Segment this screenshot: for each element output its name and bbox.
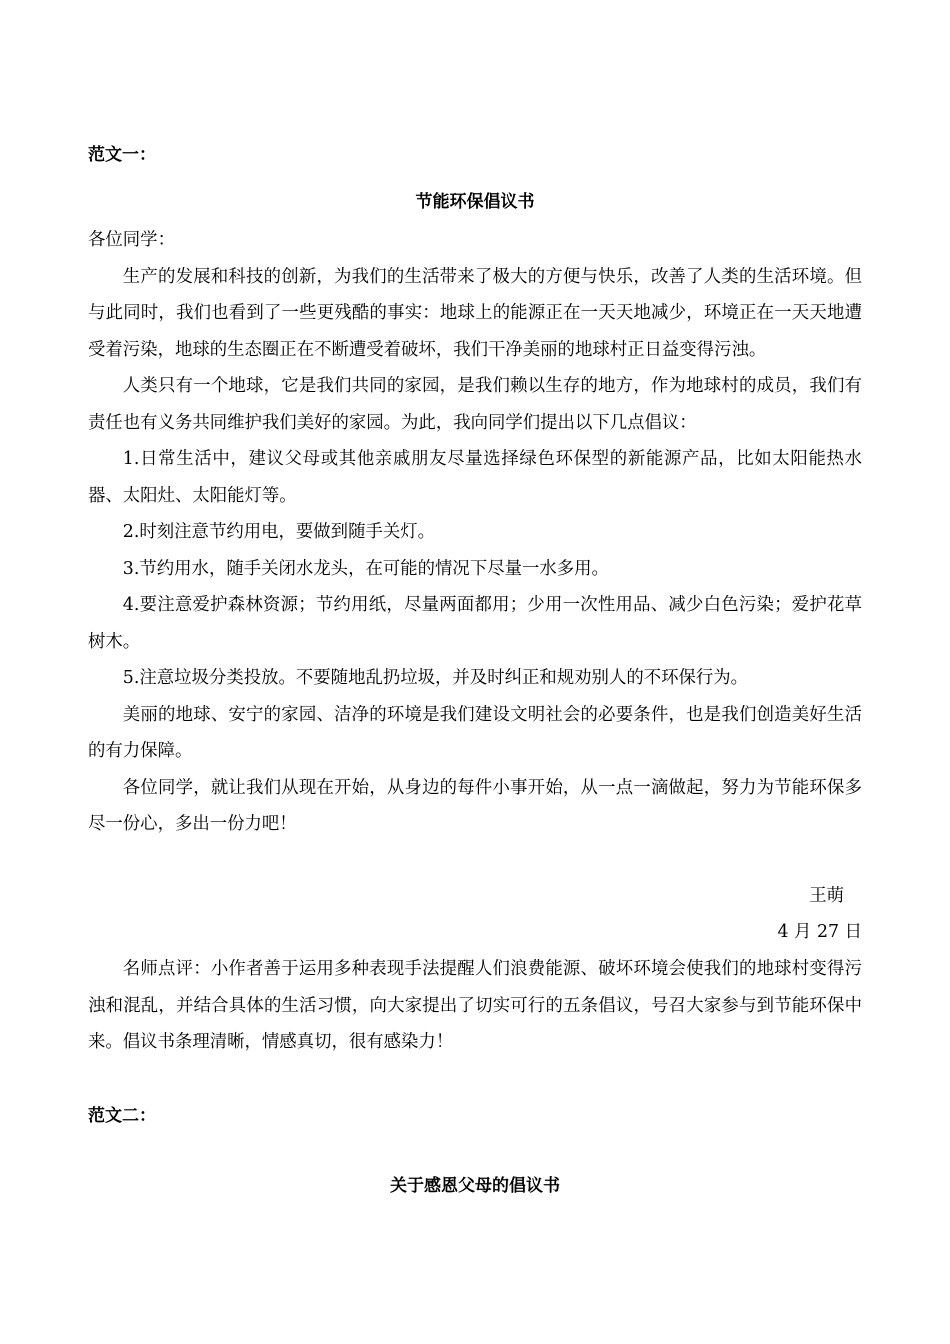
proposal-1: 1.日常生活中，建议父母或其他亲戚朋友尽量选择绿色环保型的新能源产品，比如太阳能热水器、太阳灶、太阳能灯等。 — [88, 449, 862, 506]
teacher-comment: 名师点评：小作者善于运用多种表现手法提醒人们浪费能源、破坏环境会使我们的地球村变得污浊和混乱，并结合具体的生活习惯，向大家提出了切实可行的五条倡议，号召大家参与到节能环保中来。倡议书条理清晰，情感真切，很有感染力！ — [88, 959, 862, 1052]
proposal-5: 5.注意垃圾分类投放。不要随地乱扔垃圾，并及时纠正和规劝别人的不环保行为。 — [122, 668, 749, 688]
essay1-body — [88, 222, 862, 843]
paragraph-conclusion: 美丽的地球、安宁的家园、洁净的环境是我们建设文明社会的必要条件，也是我们创造美好生活的有力保障。 — [88, 704, 862, 761]
paragraph-2: 人类只有一个地球，它是我们共同的家园，是我们赖以生存的地方，作为地球村的成员，我们有责任也有义务共同维护我们美好的家园。为此，我向同学们提出以下几点倡议： — [88, 376, 862, 433]
essay1-title: 节能环保倡议书 — [415, 192, 535, 212]
essay2-heading: 范文二： — [88, 1106, 156, 1126]
teacher-comment-block — [88, 951, 862, 1061]
essay2-title: 关于感恩父母的倡议书 — [390, 1176, 560, 1196]
salutation: 各位同学： — [88, 230, 175, 250]
essay1-heading: 范文一： — [88, 145, 156, 165]
signature-date: 4 月 27 日 — [777, 922, 862, 942]
paragraph-call-to-action: 各位同学，就让我们从现在开始，从身边的每件小事开始，从一点一滴做起，努力为节能环保多尽一份心，多出一份力吧！ — [88, 777, 862, 834]
paragraph-1: 生产的发展和科技的创新，为我们的生活带来了极大的方便与快乐，改善了人类的生活环境。但与此同时，我们也看到了一些更残酷的事实：地球上的能源正在一天天地减少，环境正在一天天地遭受着污染，地球的生态圈正在不断遭受着破坏，我们干净美丽的地球村正日益变得污浊。 — [88, 266, 862, 360]
proposal-2: 2.时刻注意节约用电，要做到随手关灯。 — [122, 522, 436, 542]
proposal-4: 4.要注意爱护森林资源；节约用纸，尽量两面都用；少用一次性用品、减少白色污染；爱护花草树木。 — [88, 595, 862, 652]
proposal-3: 3.节约用水，随手关闭水龙头，在可能的情况下尽量一水多用。 — [122, 558, 609, 579]
signature-name: 王萌 — [809, 886, 844, 906]
